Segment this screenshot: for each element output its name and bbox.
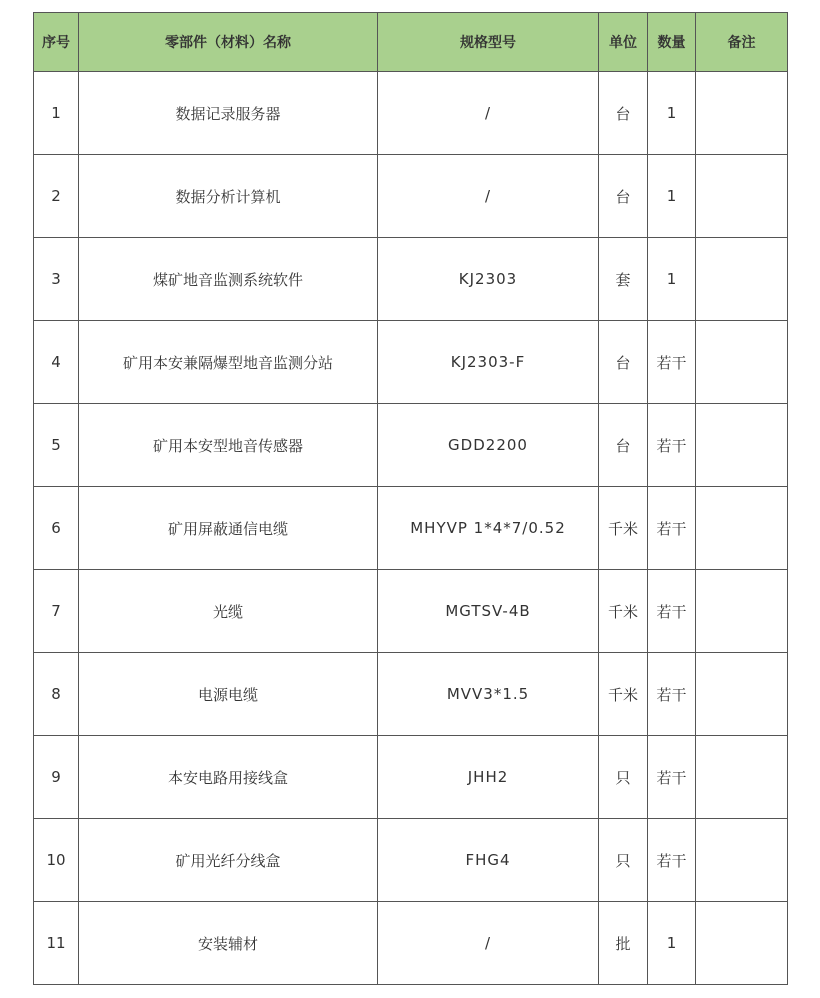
- cell-qty: 1: [648, 238, 696, 321]
- cell-name: 矿用屏蔽通信电缆: [79, 487, 378, 570]
- cell-seq: 10: [34, 819, 79, 902]
- header-name: 零部件（材料）名称: [79, 13, 378, 72]
- cell-qty: 1: [648, 155, 696, 238]
- parts-table: [33, 12, 788, 985]
- cell-seq: 3: [34, 238, 79, 321]
- cell-qty: 若干: [648, 321, 696, 404]
- cell-note: [696, 238, 788, 321]
- cell-spec: KJ2303: [378, 238, 599, 321]
- table-header-row: [34, 13, 788, 72]
- cell-qty: 1: [648, 902, 696, 985]
- cell-seq: 4: [34, 321, 79, 404]
- header-unit: 单位: [599, 13, 648, 72]
- cell-seq: 9: [34, 736, 79, 819]
- cell-spec: /: [378, 902, 599, 985]
- table-row: [34, 72, 788, 155]
- cell-unit: 台: [599, 321, 648, 404]
- table-row: [34, 238, 788, 321]
- header-note: 备注: [696, 13, 788, 72]
- cell-unit: 台: [599, 155, 648, 238]
- cell-note: [696, 155, 788, 238]
- table-row: [34, 321, 788, 404]
- cell-name: 矿用本安兼隔爆型地音监测分站: [79, 321, 378, 404]
- cell-unit: 千米: [599, 653, 648, 736]
- cell-note: [696, 321, 788, 404]
- cell-unit: 只: [599, 736, 648, 819]
- cell-note: [696, 570, 788, 653]
- cell-name: 安装辅材: [79, 902, 378, 985]
- table-row: [34, 653, 788, 736]
- cell-seq: 6: [34, 487, 79, 570]
- cell-name: 矿用本安型地音传感器: [79, 404, 378, 487]
- cell-name: 矿用光纤分线盒: [79, 819, 378, 902]
- cell-unit: 台: [599, 404, 648, 487]
- table-body: [34, 72, 788, 985]
- cell-note: [696, 404, 788, 487]
- cell-spec: MVV3*1.5: [378, 653, 599, 736]
- cell-qty: 1: [648, 72, 696, 155]
- table-row: [34, 404, 788, 487]
- cell-unit: 千米: [599, 570, 648, 653]
- cell-spec: MGTSV-4B: [378, 570, 599, 653]
- cell-name: 煤矿地音监测系统软件: [79, 238, 378, 321]
- cell-qty: 若干: [648, 736, 696, 819]
- cell-note: [696, 653, 788, 736]
- cell-name: 电源电缆: [79, 653, 378, 736]
- cell-spec: GDD2200: [378, 404, 599, 487]
- cell-name: 本安电路用接线盒: [79, 736, 378, 819]
- cell-seq: 8: [34, 653, 79, 736]
- header-spec: 规格型号: [378, 13, 599, 72]
- cell-note: [696, 736, 788, 819]
- cell-name: 数据分析计算机: [79, 155, 378, 238]
- cell-qty: 若干: [648, 487, 696, 570]
- cell-name: 数据记录服务器: [79, 72, 378, 155]
- table-row: [34, 819, 788, 902]
- table-row: [34, 736, 788, 819]
- cell-seq: 5: [34, 404, 79, 487]
- cell-spec: KJ2303-F: [378, 321, 599, 404]
- cell-unit: 批: [599, 902, 648, 985]
- cell-qty: 若干: [648, 653, 696, 736]
- cell-spec: JHH2: [378, 736, 599, 819]
- cell-name: 光缆: [79, 570, 378, 653]
- cell-seq: 2: [34, 155, 79, 238]
- cell-note: [696, 72, 788, 155]
- cell-unit: 千米: [599, 487, 648, 570]
- table-row: [34, 155, 788, 238]
- cell-spec: /: [378, 72, 599, 155]
- header-qty: 数量: [648, 13, 696, 72]
- cell-spec: MHYVP 1*4*7/0.52: [378, 487, 599, 570]
- cell-note: [696, 902, 788, 985]
- cell-note: [696, 487, 788, 570]
- cell-unit: 只: [599, 819, 648, 902]
- table-row: [34, 487, 788, 570]
- header-seq: 序号: [34, 13, 79, 72]
- cell-note: [696, 819, 788, 902]
- cell-seq: 7: [34, 570, 79, 653]
- cell-spec: FHG4: [378, 819, 599, 902]
- cell-qty: 若干: [648, 404, 696, 487]
- cell-seq: 11: [34, 902, 79, 985]
- table-row: [34, 570, 788, 653]
- cell-unit: 套: [599, 238, 648, 321]
- cell-seq: 1: [34, 72, 79, 155]
- table-row: [34, 902, 788, 985]
- cell-qty: 若干: [648, 819, 696, 902]
- cell-spec: /: [378, 155, 599, 238]
- cell-qty: 若干: [648, 570, 696, 653]
- cell-unit: 台: [599, 72, 648, 155]
